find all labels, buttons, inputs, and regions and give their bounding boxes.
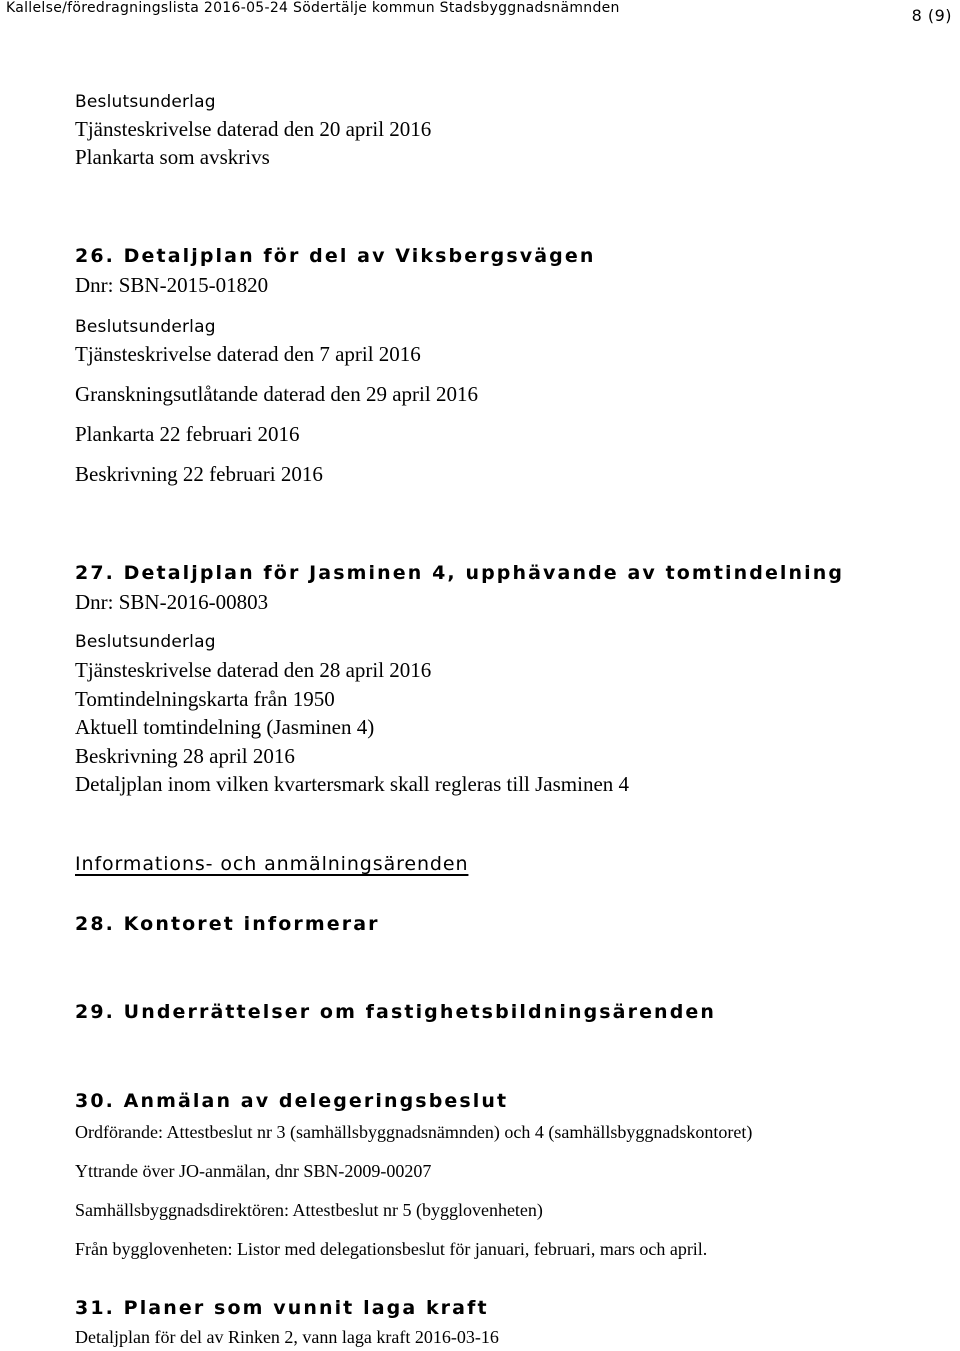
item-26-document: Plankarta 22 februari 2016	[75, 422, 300, 446]
item-31-heading: 31. Planer som vunnit laga kraft	[75, 1297, 489, 1319]
item-30-line: Ordförande: Attestbeslut nr 3 (samhällsbyggnadsnämnden) och 4 (samhällsbyggnadskontoret)	[75, 1122, 753, 1142]
info-section-link[interactable]: Informations- och anmälningsärenden	[75, 853, 469, 875]
top-block-item: Plankarta som avskrivs	[75, 145, 270, 169]
item-27-document: Aktuell tomtindelning (Jasminen 4)	[75, 715, 375, 739]
item-27-label: Beslutsunderlag	[75, 632, 216, 652]
item-27-document: Tjänsteskrivelse daterad den 28 april 2016	[75, 658, 432, 682]
item-26-document: Beskrivning 22 februari 2016	[75, 462, 323, 486]
item-30-line: Samhällsbyggnadsdirektören: Attestbeslut nr 5 (bygglovenheten)	[75, 1200, 543, 1220]
item-27-heading: 27. Detaljplan för Jasminen 4, upphävande av tomtindelning	[75, 562, 845, 584]
running-title: Kallelse/föredragningslista 2016-05-24 Södertälje kommun Stadsbyggnadsnämnden	[6, 0, 620, 16]
item-27-document: Tomtindelningskarta från 1950	[75, 687, 335, 711]
item-30-heading: 30. Anmälan av delegeringsbeslut	[75, 1090, 509, 1112]
item-27-document: Beskrivning 28 april 2016	[75, 744, 295, 768]
item-26-dnr: Dnr: SBN-2015-01820	[75, 273, 269, 297]
page-number: 8 (9)	[911, 6, 952, 25]
item-26-document: Granskningsutlåtande daterad den 29 april 2016	[75, 382, 478, 406]
item-26-label: Beslutsunderlag	[75, 317, 216, 337]
item-28-heading: 28. Kontoret informerar	[75, 913, 380, 935]
item-29-heading: 29. Underrättelser om fastighetsbildningsärenden	[75, 1001, 717, 1023]
item-27-dnr: Dnr: SBN-2016-00803	[75, 590, 269, 614]
item-26-document: Tjänsteskrivelse daterad den 7 april 2016	[75, 342, 421, 366]
top-block-label: Beslutsunderlag	[75, 92, 216, 112]
item-30-line: Yttrande över JO-anmälan, dnr SBN-2009-00207	[75, 1161, 432, 1181]
item-30-line: Från bygglovenheten: Listor med delegationsbeslut för januari, februari, mars och april.	[75, 1239, 708, 1259]
item-26-heading: 26. Detaljplan för del av Viksbergsvägen	[75, 245, 596, 267]
item-31-line: Detaljplan för del av Rinken 2, vann laga kraft 2016-03-16	[75, 1327, 499, 1347]
top-block-item: Tjänsteskrivelse daterad den 20 april 2016	[75, 117, 432, 141]
item-27-document: Detaljplan inom vilken kvartersmark skall regleras till Jasminen 4	[75, 772, 630, 796]
